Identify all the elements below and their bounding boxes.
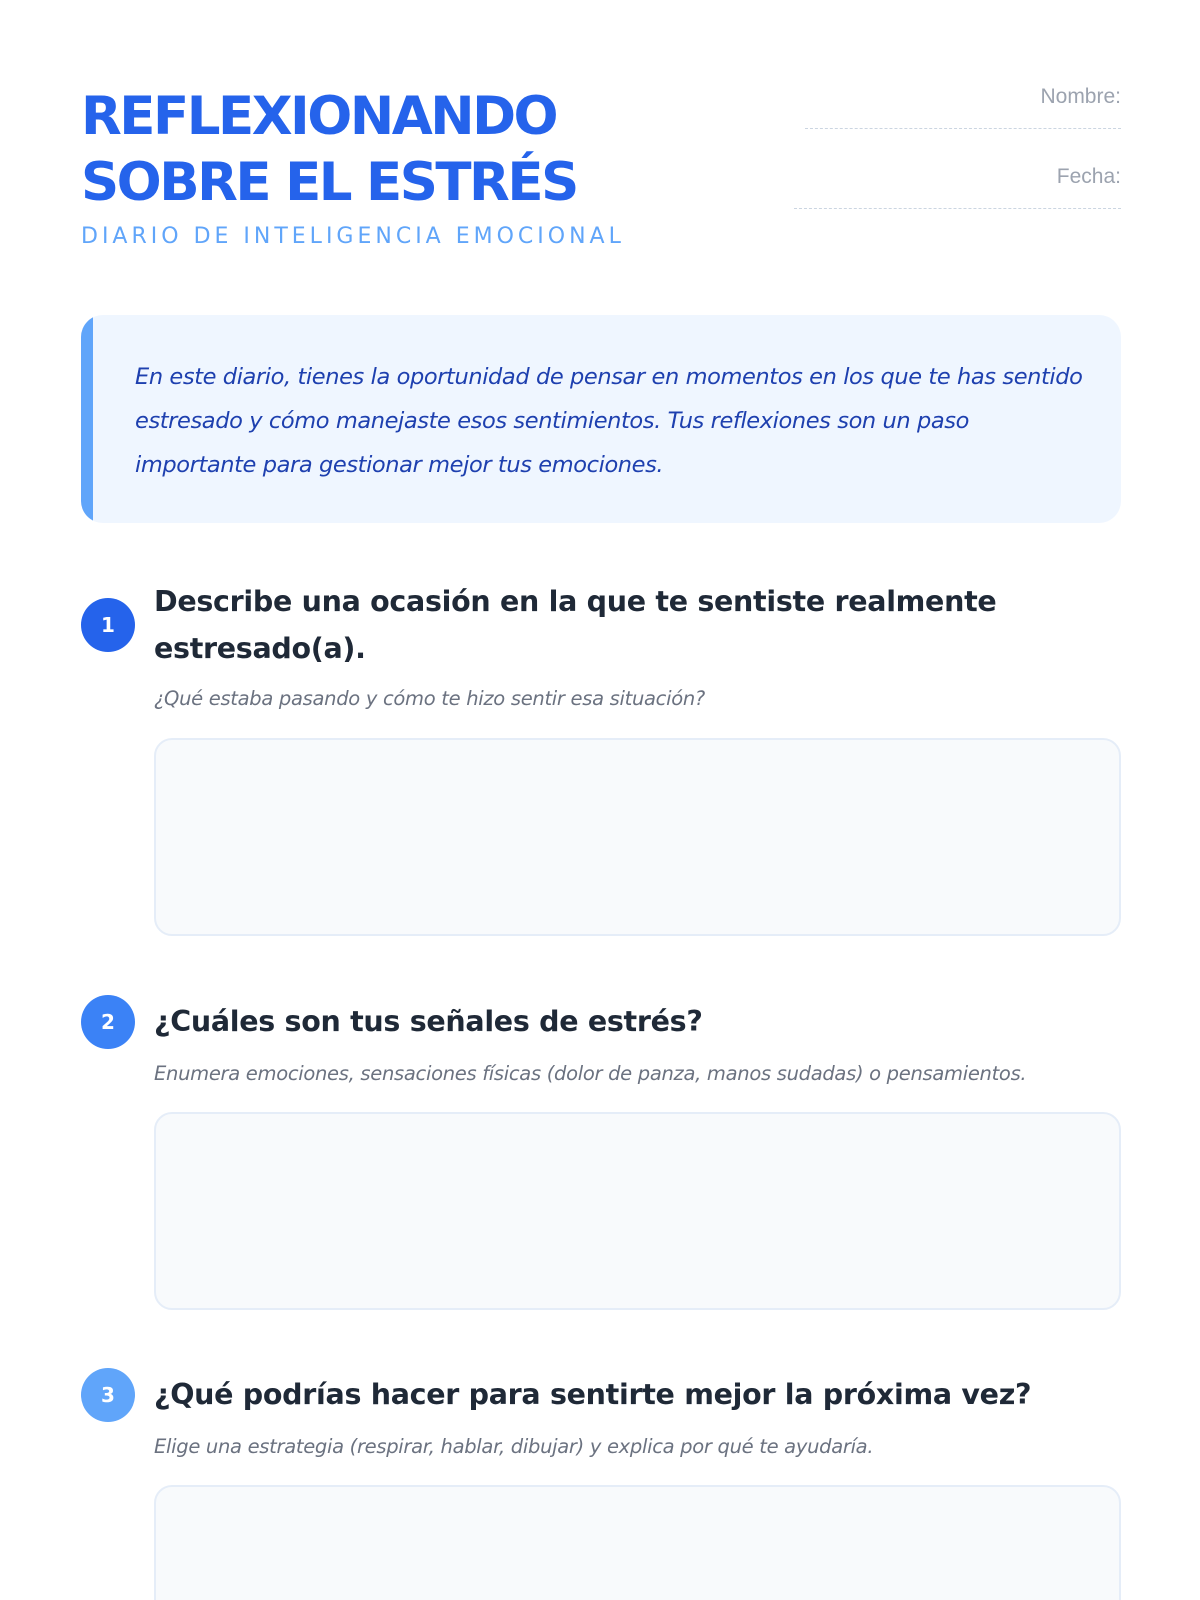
question-title: ¿Cuáles son tus señales de estrés? [154, 1005, 703, 1038]
title-line-2: SOBRE EL ESTRÉS [81, 152, 577, 213]
intro-text: En este diario, tienes la oportunidad de pensar en momentos en los que te has sentido estresado y cómo manejaste esos sentimientos. Tus reflexiones son un paso importante para gestionar mejor tus emociones. [135, 364, 1083, 478]
answer-box[interactable] [154, 1485, 1121, 1600]
question-number-badge: 1 [81, 598, 135, 652]
answer-box[interactable] [154, 738, 1121, 936]
worksheet-subtitle: DIARIO DE INTELIGENCIA EMOCIONAL [81, 224, 625, 249]
name-line[interactable] [805, 128, 1121, 129]
question-hint: Enumera emociones, sensaciones físicas (dolor de panza, manos sudadas) o pensamientos. [154, 1062, 1027, 1085]
date-field[interactable] [781, 164, 1121, 209]
intro-accent-bar [81, 315, 93, 523]
question-number-badge: 3 [81, 1368, 135, 1422]
question-title: Describe una ocasión en la que te sentiste realmente estresado(a). [154, 585, 997, 665]
date-line[interactable] [794, 208, 1121, 209]
question-hint: Elige una estrategia (respirar, hablar, dibujar) y explica por qué te ayudaría. [154, 1435, 874, 1458]
title-line-1: REFLEXIONANDO [81, 86, 557, 147]
name-label: Nombre: [1040, 85, 1121, 108]
intro-callout [81, 315, 1121, 523]
name-field[interactable] [781, 84, 1121, 129]
worksheet-header [81, 84, 1121, 264]
question-hint: ¿Qué estaba pasando y cómo te hizo sentir esa situación? [154, 687, 705, 710]
question-title: ¿Qué podrías hacer para sentirte mejor la próxima vez? [154, 1378, 1032, 1411]
date-label: Fecha: [1056, 165, 1121, 188]
answer-box[interactable] [154, 1112, 1121, 1310]
question-number-badge: 2 [81, 995, 135, 1049]
